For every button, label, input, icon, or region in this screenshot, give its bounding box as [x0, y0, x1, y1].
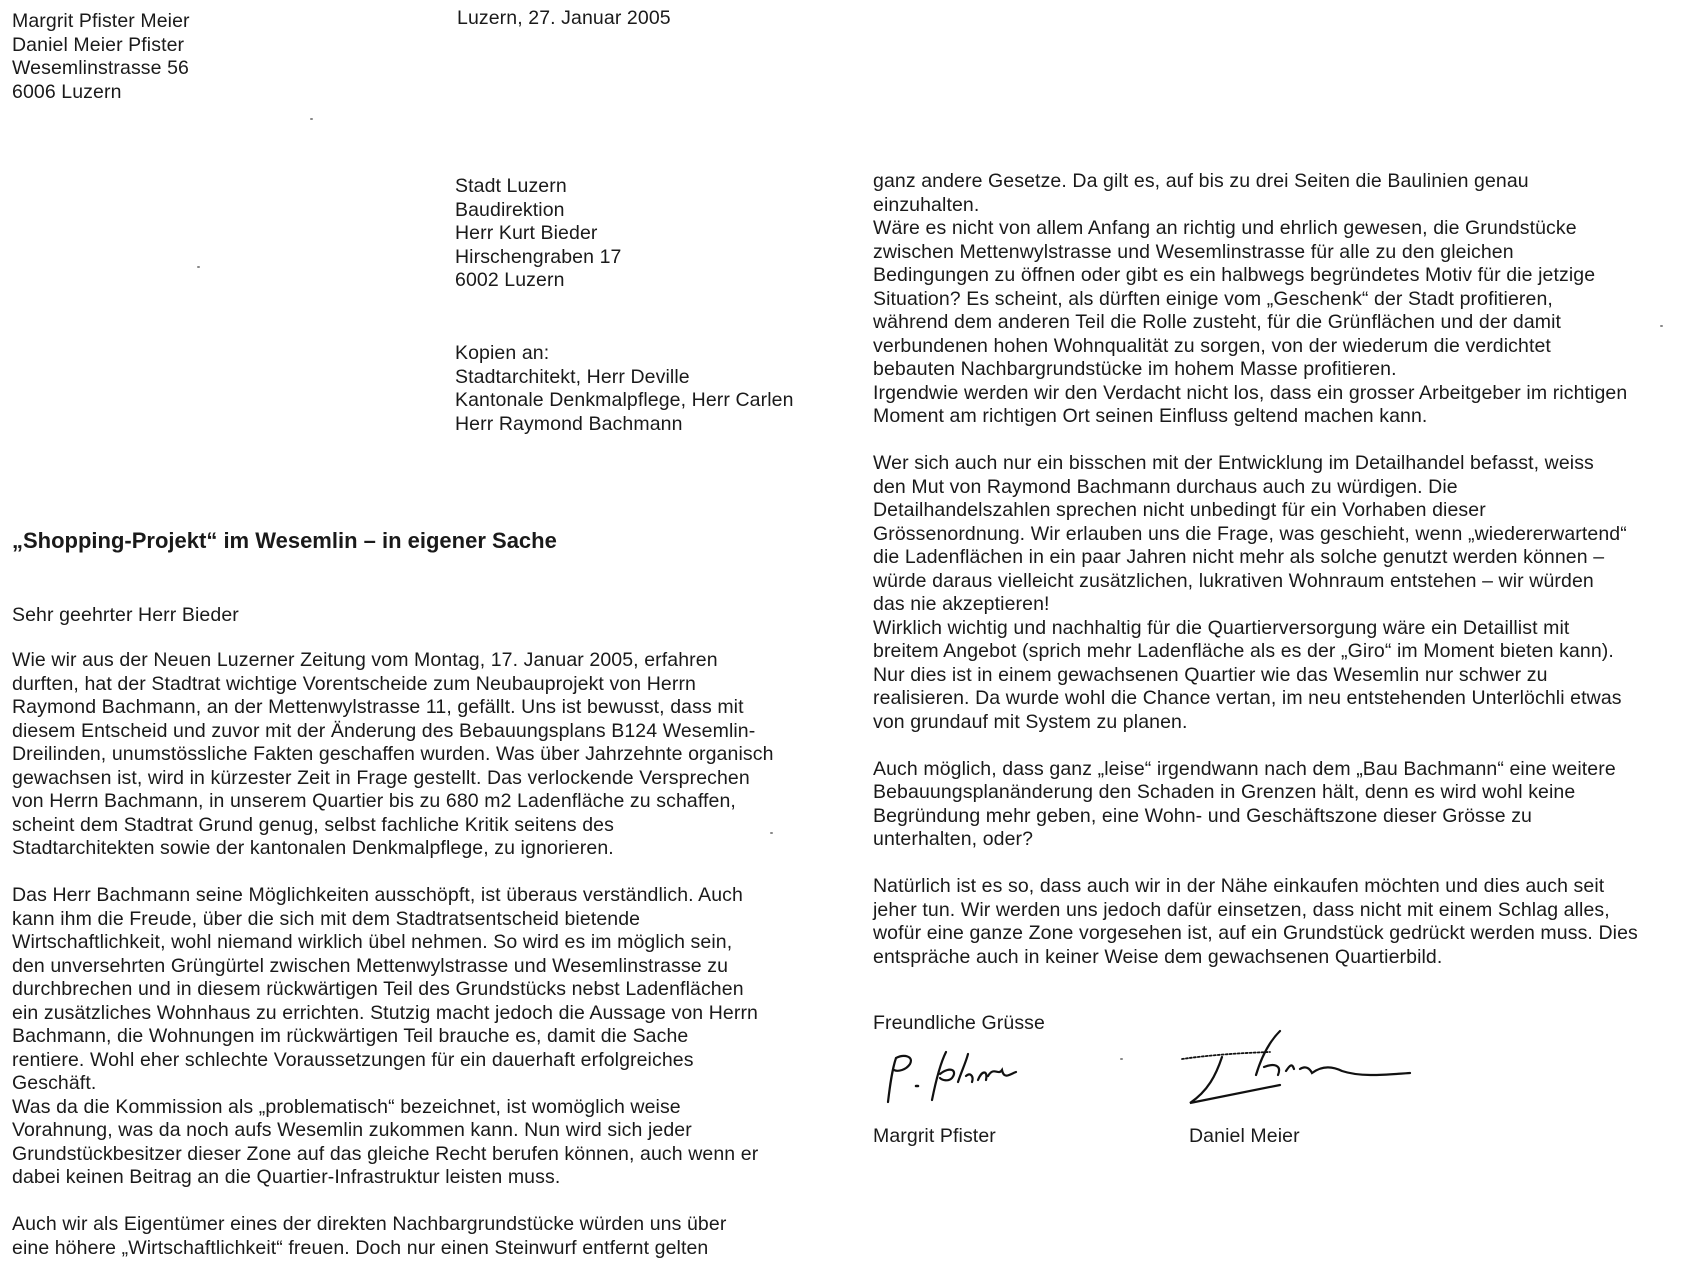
scan-speck [1120, 1058, 1123, 1060]
text-line: Begründung mehr geben, eine Wohn- und Geschäftszone dieser Grösse zu [873, 804, 1533, 827]
text-line: dabei keinen Beitrag an die Quartier-Infrastruktur leisten muss. [12, 1166, 561, 1188]
text-line: Raymond Bachmann, an der Mettenwylstrasse 11, gefällt. Uns ist bewusst, dass mit [12, 696, 744, 718]
text-line: Wie wir aus der Neuen Luzerner Zeitung vom Montag, 17. Januar 2005, erfahren [12, 649, 718, 671]
text-line: durften, hat der Stadtrat wichtige Vorentscheide zum Neubauprojekt von Herrn [12, 672, 696, 695]
text-line: breitem Angebot (sprich mehr Ladenfläche als es der „Giro“ im Moment bieten kann). [873, 640, 1614, 662]
copies-line: Herr Raymond Bachmann [455, 412, 683, 435]
paragraph [873, 875, 1638, 969]
sender-address [12, 10, 190, 104]
text-line: Grundstückbesitzer dieser Zone auf das gleiche Recht berufen können, auch wenn er [12, 1142, 759, 1165]
place-date [457, 7, 671, 31]
text-line: Wirtschaftlichkeit, wohl niemand wirklich übel nehmen. So wird es im möglich sein, [12, 931, 733, 953]
text-line: während dem anderen Teil die Rolle zusteht, für die Grünflächen und der damit [873, 311, 1562, 333]
paragraph [873, 217, 1638, 382]
sender-line: Margrit Pfister Meier [12, 10, 190, 32]
text-line: die Ladenflächen in ein paar Jahren nicht mehr als solche genutzt werden können – [873, 546, 1605, 568]
text-line: jeher tun. Wir werden uns jedoch dafür einsetzen, dass nicht mit einem Schlag alles, [873, 898, 1610, 921]
body-left-column [12, 649, 774, 1284]
text-line: Auch wir als Eigentümer eines der direkten Nachbargrundstücke würden uns über [12, 1213, 727, 1235]
paragraph [12, 649, 774, 861]
recipient-address [455, 175, 621, 293]
scan-speck [770, 832, 773, 834]
text-line: entspräche auch in keiner Weise dem gewachsenen Quartierbild. [873, 945, 1443, 968]
body-right-column [873, 170, 1638, 993]
closing [873, 1012, 1045, 1036]
text-line: Grössenordnung. Wir erlauben uns die Frage, was geschieht, wenn „wiedererwartend“ [873, 522, 1627, 545]
text-line: rentiere. Wohl eher schlechte Voraussetzungen für ein dauerhaft erfolgreiches [12, 1048, 694, 1071]
recipient-line: Hirschengraben 17 [455, 245, 622, 268]
copies-list [455, 342, 794, 436]
paragraph [12, 1096, 774, 1190]
text-line: Wer sich auch nur ein bisschen mit der Entwicklung im Detailhandel befasst, weiss [873, 452, 1594, 474]
text-line: Detailhandelszahlen sprechen nicht unbedingt für ein Vorhaben dieser [873, 499, 1486, 521]
scan-speck [197, 266, 200, 268]
text-line: den Mut von Raymond Bachmann durchaus auch zu würdigen. Die [873, 475, 1458, 498]
text-line: wofür eine ganze Zone vorgesehen ist, auf ein Grundstück gedrückt werden muss. Dies [873, 922, 1638, 944]
paragraph [873, 382, 1638, 429]
text-line: Was da die Kommission als „problematisch“ bezeichnet, ist womöglich weise [12, 1095, 681, 1118]
sender-line: 6006 Luzern [12, 80, 122, 103]
text-line: den unversehrten Grüngürtel zwischen Mettenwylstrasse und Wesemlinstrasse zu [12, 954, 729, 977]
text-line: Geschäft. [12, 1072, 97, 1094]
text-line: eine höhere „Wirtschaftlichkeit“ freuen. Doch nur einen Steinwurf entfernt gelten [12, 1236, 709, 1259]
text-line: Wäre es nicht von allem Anfang an richtig und ehrlich gewesen, die Grundstücke [873, 217, 1577, 239]
text-line: Natürlich ist es so, dass auch wir in der Nähe einkaufen möchten und dies auch seit [873, 875, 1605, 897]
scan-speck [310, 118, 313, 120]
text-line: Bebauungsplanänderung den Schaden in Grenzen hält, denn es wird wohl keine [873, 781, 1576, 803]
copies-line: Kantonale Denkmalpflege, Herr Carlen [455, 389, 794, 411]
recipient-line: Herr Kurt Bieder [455, 222, 598, 244]
text-line: ein zusätzliches Wohnhaus zu errichten. Stutzig macht jedoch die Aussage von Herrn [12, 1001, 758, 1024]
text-line: bebauten Nachbargrundstücke im hohem Masse profitieren. [873, 358, 1397, 380]
text-line: durchbrechen und in diesem rückwärtigen Teil des Grundstücks nebst Ladenflächen [12, 978, 744, 1000]
text-line: gewachsen ist, wird in kürzester Zeit in Frage gestellt. Das verlockende Versprechen [12, 766, 750, 789]
text-line: scheint dem Stadtrat Grund genug, selbst fachliche Kritik seitens des [12, 813, 614, 836]
signatory-name [1189, 1125, 1300, 1149]
text-line: Auch möglich, dass ganz „leise“ irgendwann nach dem „Bau Bachmann“ eine weitere [873, 757, 1616, 780]
text-line: Vorahnung, was da noch aufs Wesemlin zukommen kann. Nun wird sich jeder [12, 1119, 692, 1141]
text-line: Dreilinden, unumstössliche Fakten geschaffen wurden. Was über Jahrzehnte organisch [12, 743, 774, 765]
text-line: Stadtarchitekten sowie der kantonalen Denkmalpflege, zu ignorieren. [12, 837, 614, 859]
copies-line: Stadtarchitekt, Herr Deville [455, 365, 690, 388]
text-line: unterhalten, oder? [873, 828, 1034, 850]
paragraph [873, 170, 1638, 217]
date-line: Luzern, 27. Januar 2005 [457, 7, 671, 29]
recipient-line: 6002 Luzern [455, 269, 565, 291]
text-line: ganz andere Gesetze. Da gilt es, auf bis zu drei Seiten die Baulinien genau [873, 170, 1529, 192]
text-line: Wirklich wichtig und nachhaltig für die Quartierversorgung wäre ein Detaillist mit [873, 616, 1570, 639]
text-line: Situation? Es scheint, als dürften einige vom „Geschenk“ der Stadt profitieren, [873, 287, 1553, 310]
signatory-line: Margrit Pfister [873, 1125, 996, 1147]
sender-line: Daniel Meier Pfister [12, 33, 185, 56]
letter-subject: „Shopping-Projekt“ im Wesemlin – in eigener Sache [12, 528, 557, 553]
text-line: Das Herr Bachmann seine Möglichkeiten ausschöpft, ist überaus verständlich. Auch [12, 884, 743, 906]
text-line: Nur dies ist in einem gewachsenen Quartier wie das Wesemlin nur schwer zu [873, 663, 1548, 686]
salutation-line: Sehr geehrter Herr Bieder [12, 604, 239, 626]
text-line: zwischen Mettenwylstrasse und Wesemlinstrasse für alle zu den gleichen [873, 240, 1514, 263]
signature-margrit-pfister [870, 1040, 1050, 1110]
signature-daniel-meier [1160, 1025, 1430, 1115]
salutation [12, 604, 239, 628]
text-line: das nie akzeptieren! [873, 593, 1050, 615]
paragraph [12, 1213, 774, 1260]
signatory-name [873, 1125, 996, 1149]
text-line: kann ihm die Freude, über die sich mit dem Stadtratsentscheid bietende [12, 907, 641, 930]
text-line: Irgendwie werden wir den Verdacht nicht los, dass ein grosser Arbeitgeber im richtigen [873, 381, 1628, 404]
scan-speck [1660, 325, 1663, 327]
text-line: verbundenen hohen Wohnqualität zu sorgen, von der wiederum die verdichtet [873, 334, 1551, 357]
text-line: würde daraus vielleicht zusätzlichen, lukrativen Wohnraum entstehen – wir würden [873, 569, 1594, 592]
text-line: von Herrn Bachmann, in unserem Quartier bis zu 680 m2 Ladenfläche zu schaffen, [12, 790, 736, 812]
text-line: diesem Entscheid und zuvor mit der Änderung des Bebauungsplans B124 Wesemlin- [12, 719, 756, 742]
recipient-line: Baudirektion [455, 198, 565, 221]
recipient-line: Stadt Luzern [455, 175, 567, 197]
copies-line: Kopien an: [455, 342, 550, 364]
paragraph [873, 452, 1638, 617]
text-line: Moment am richtigen Ort seinen Einfluss geltend machen kann. [873, 405, 1428, 427]
text-line: Bedingungen zu öffnen oder gibt es ein halbwegs begründetes Motiv für die jetzige [873, 264, 1596, 286]
signatory-line: Daniel Meier [1189, 1125, 1300, 1147]
paragraph [12, 884, 774, 1096]
paragraph [873, 758, 1638, 852]
paragraph [873, 617, 1638, 735]
closing-line: Freundliche Grüsse [873, 1012, 1045, 1034]
text-line: realisieren. Da wurde wohl die Chance vertan, im neu entstehenden Unterlöchli etwas [873, 687, 1622, 709]
text-line: von grundauf mit System zu planen. [873, 710, 1188, 733]
text-line: einzuhalten. [873, 193, 980, 216]
text-line: Bachmann, die Wohnungen im rückwärtigen Teil brauche es, damit die Sache [12, 1025, 689, 1047]
sender-line: Wesemlinstrasse 56 [12, 57, 190, 79]
